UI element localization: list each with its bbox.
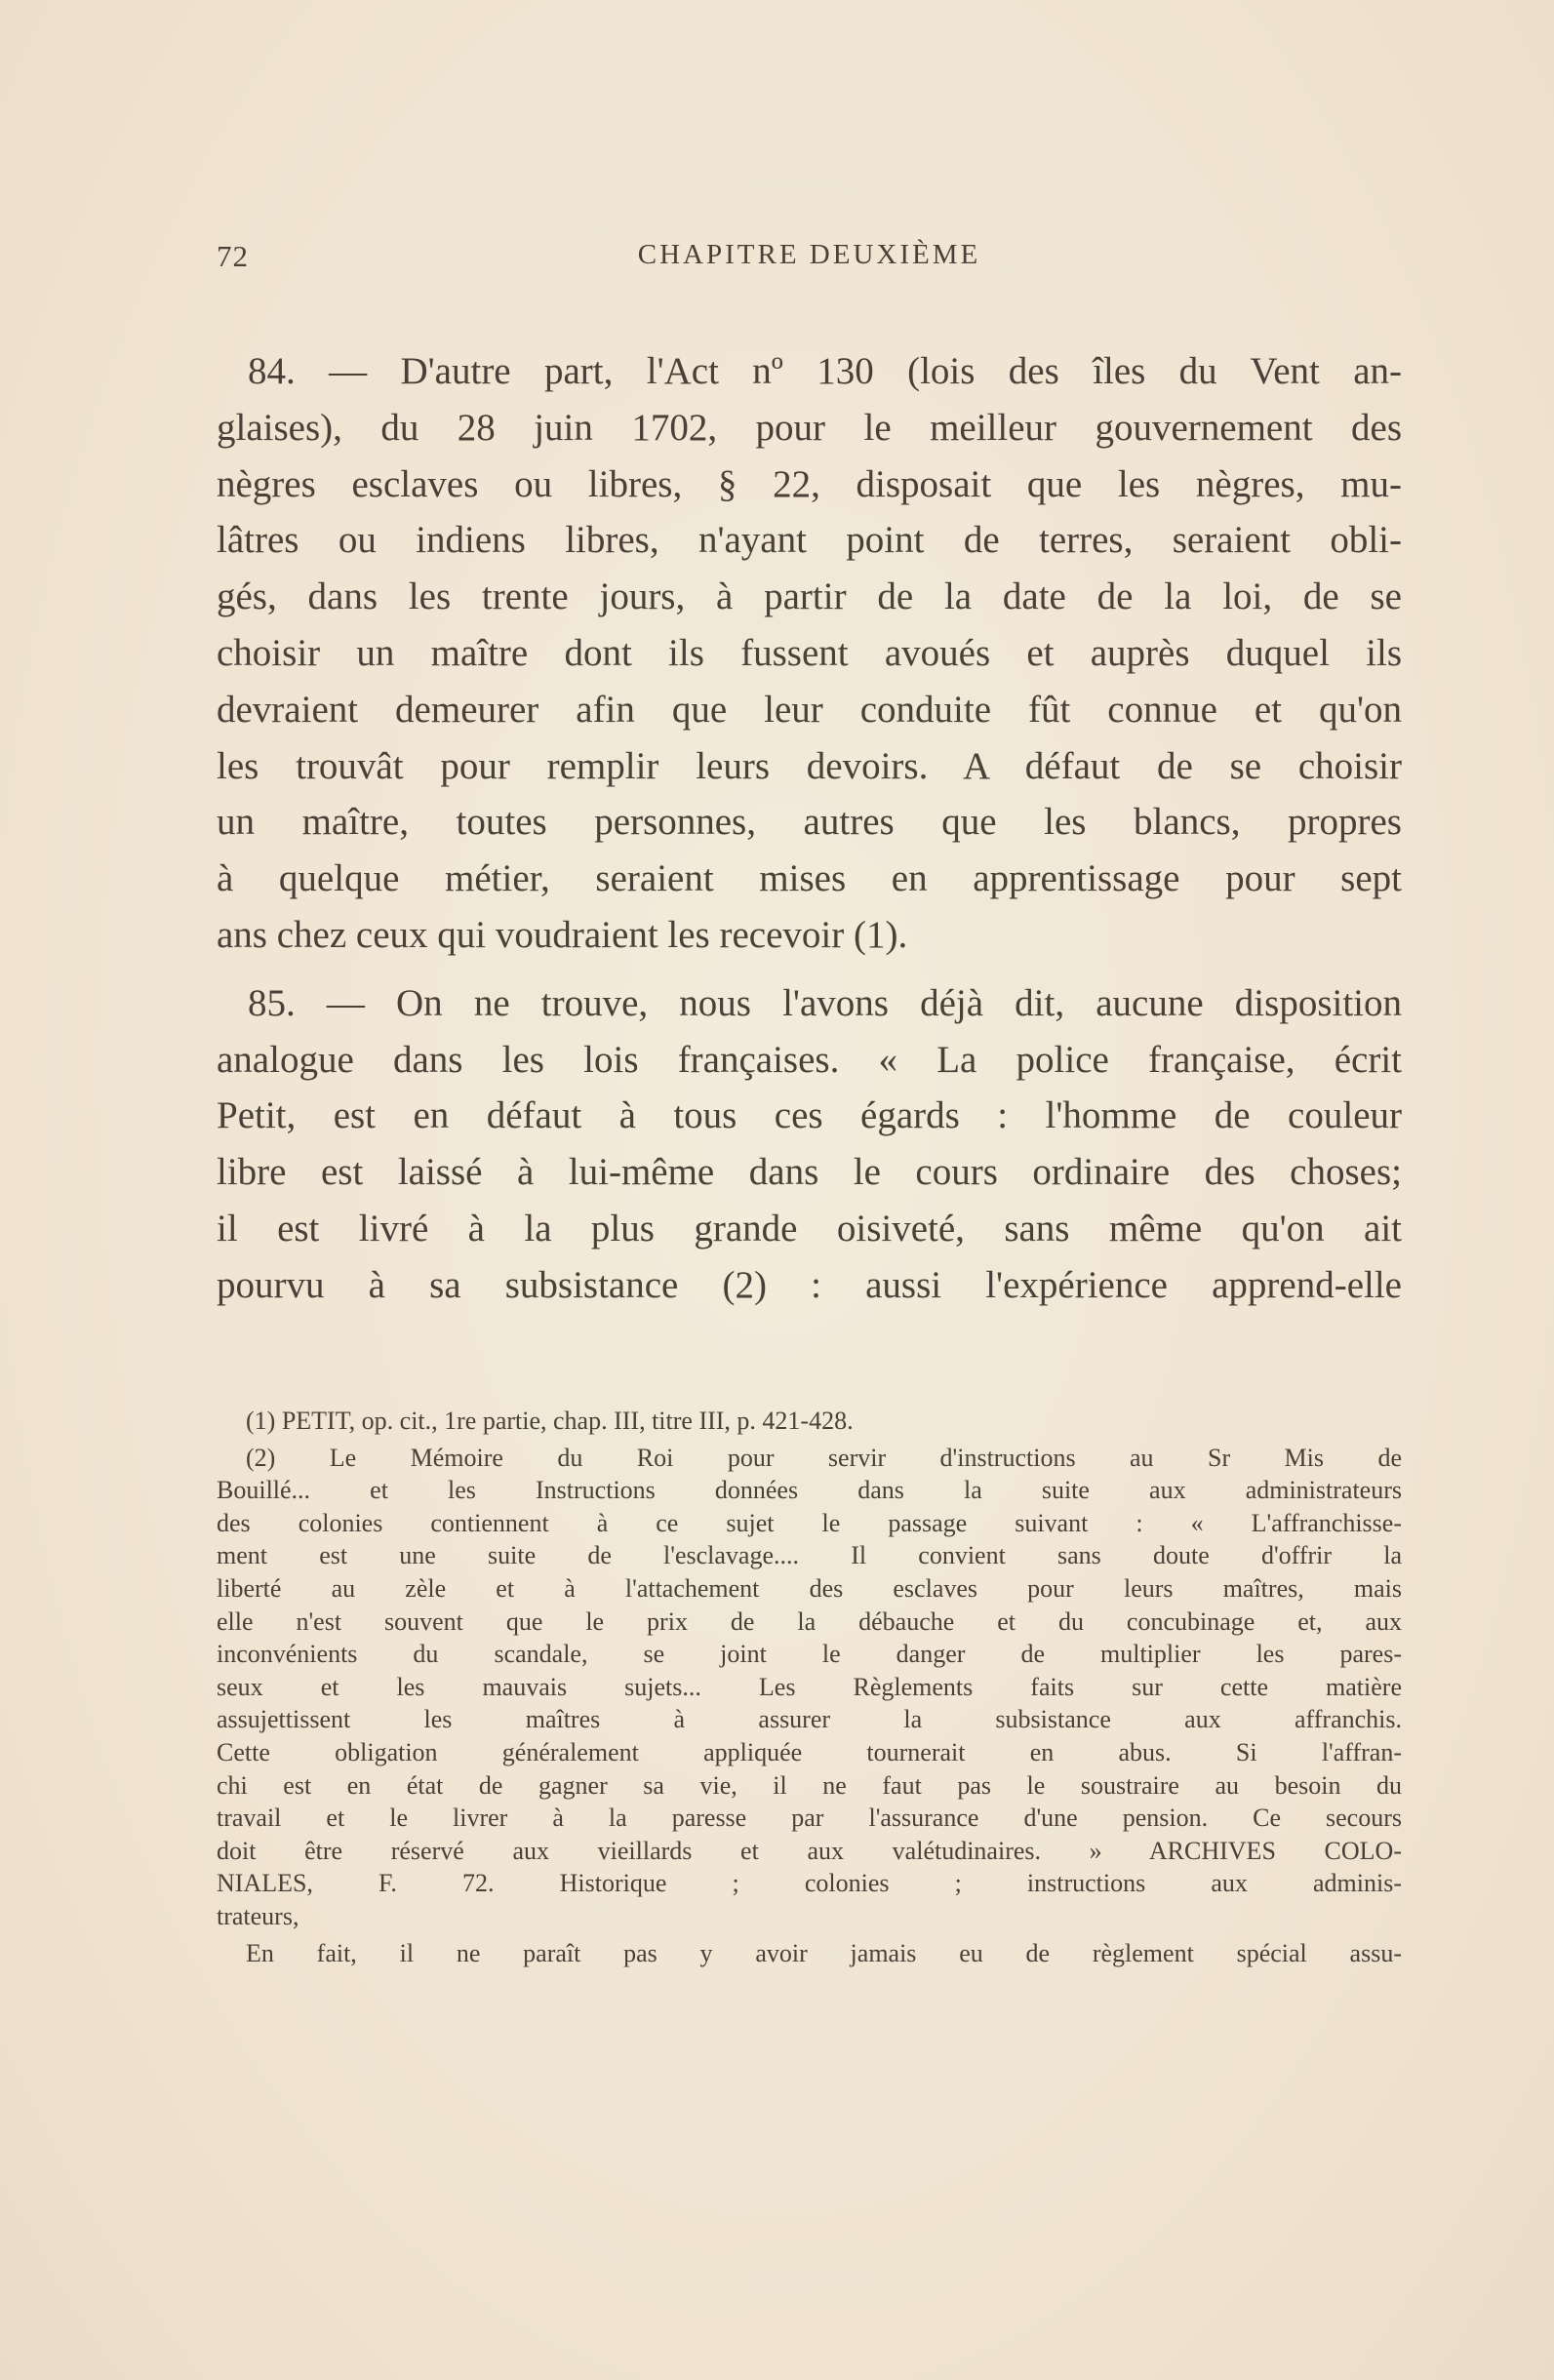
footnote-line: chi est en état de gagner sa vie, il ne faut pas le soustraire au besoin du — [217, 1770, 1402, 1800]
footnote-line: NIALES, F. 72. Historique ; colonies ; instructions aux adminis- — [217, 1869, 1402, 1898]
footnote-1 — [217, 1405, 1402, 1438]
footnote-line: En fait, il ne paraît pas y avoir jamais eu de règlement spécial assu- — [246, 1938, 1402, 1967]
footnote-line: doit être réservé aux vieillards et aux valétudinaires. » ARCHIVES COLO- — [217, 1836, 1402, 1865]
footnote-line: (1) PETIT, op. cit., 1re partie, chap. III, titre III, p. 421-428. — [246, 1407, 854, 1435]
footnote-line: assujettissent les maîtres à assurer la subsistance aux affranchis. — [217, 1705, 1402, 1734]
footnote-line: inconvénients du scandale, se joint le danger de multiplier les pares- — [217, 1640, 1402, 1669]
footnote-line: liberté au zèle et à l'attachement des esclaves pour leurs maîtres, mais — [217, 1573, 1402, 1603]
body-text — [217, 343, 1402, 1314]
text-line: les trouvât pour remplir leurs devoirs. A défaut de se choisir — [217, 744, 1402, 787]
text-line: Petit, est en défaut à tous ces égards : l'homme de couleur — [217, 1094, 1402, 1137]
running-head: CHAPITRE DEUXIÈME — [637, 239, 981, 270]
text-line: lâtres ou indiens libres, n'ayant point de terres, seraient obli- — [217, 519, 1402, 562]
text-line: glaises), du 28 juin 1702, pour le meilleur gouvernement des — [217, 406, 1402, 449]
footnote-line: (2) Le Mémoire du Roi pour servir d'instructions au Sr Mis de — [246, 1443, 1402, 1472]
paragraph-85 — [217, 975, 1402, 1314]
text-line: nègres esclaves ou libres, § 22, disposait que les nègres, mu- — [217, 462, 1402, 505]
page-header — [217, 239, 1402, 278]
footnote-2 — [217, 1442, 1402, 1933]
paragraph-84 — [217, 343, 1402, 964]
text-line: choisir un maître dont ils fussent avoués et auprès duquel ils — [217, 631, 1402, 674]
text-line: 84. — D'autre part, l'Act nº 130 (lois des îles du Vent an- — [248, 350, 1402, 392]
page-number: 72 — [217, 239, 249, 273]
footnote-line: travail et le livrer à la paresse par l'assurance d'une pension. Ce secours — [217, 1804, 1402, 1833]
text-line: libre est laissé à lui-même dans le cours ordinaire des choses; — [217, 1151, 1402, 1194]
text-line: devraient demeurer afin que leur conduite fût connue et qu'on — [217, 688, 1402, 731]
footnote-line: Cette obligation généralement appliquée tournerait en abus. Si l'affran- — [217, 1737, 1402, 1766]
footnote-continuation — [217, 1937, 1402, 1970]
text-line: pourvu à sa subsistance (2) : aussi l'expérience apprend-elle — [217, 1263, 1402, 1306]
footnote-line: Bouillé... et les Instructions données dans la suite aux administrateurs — [217, 1476, 1402, 1505]
text-line: gés, dans les trente jours, à partir de la date de la loi, de se — [217, 575, 1402, 618]
text-line: il est livré à la plus grande oisiveté, sans même qu'on ait — [217, 1207, 1402, 1250]
footnote-line: seux et les mauvais sujets... Les Règlements faits sur cette matière — [217, 1672, 1402, 1701]
footnotes — [217, 1405, 1402, 1969]
text-line: ans chez ceux qui voudraient les recevoir (1). — [217, 913, 908, 956]
footnote-line: trateurs, — [217, 1901, 299, 1930]
text-line: analogue dans les lois françaises. « La police française, écrit — [217, 1038, 1402, 1081]
text-line: 85. — On ne trouve, nous l'avons déjà dit, aucune disposition — [248, 981, 1402, 1024]
footnote-line: elle n'est souvent que le prix de la débauche et du concubinage et, aux — [217, 1606, 1402, 1636]
footnote-line: ment est une suite de l'esclavage.... Il convient sans doute d'offrir la — [217, 1541, 1402, 1570]
text-line: un maître, toutes personnes, autres que les blancs, propres — [217, 801, 1402, 844]
paragraph-gap — [217, 964, 1402, 975]
footnote-line: des colonies contiennent à ce sujet le passage suivant : « L'affranchisse- — [217, 1508, 1402, 1537]
text-line: à quelque métier, seraient mises en apprentissage pour sept — [217, 857, 1402, 900]
